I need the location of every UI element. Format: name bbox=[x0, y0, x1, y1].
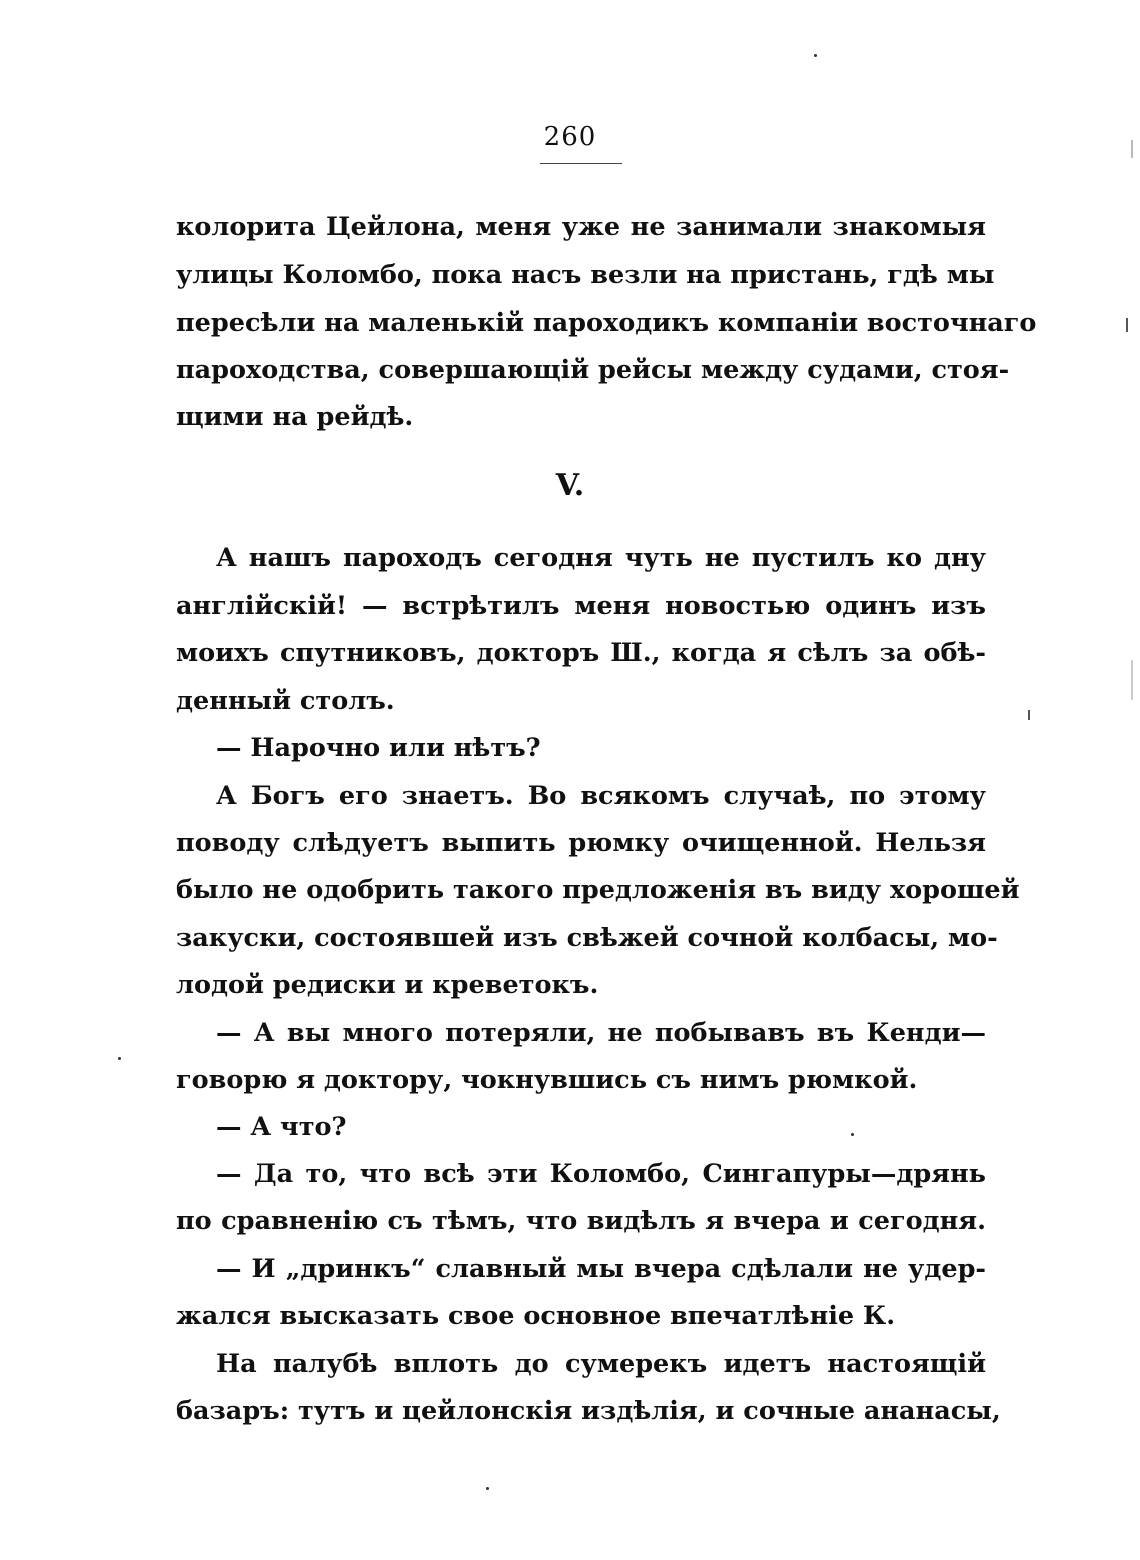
text-line: А нашъ пароходъ сегодня чуть не пустилъ ко дну bbox=[216, 543, 986, 573]
scan-speck bbox=[118, 1057, 121, 1060]
scan-speck bbox=[486, 1487, 489, 1490]
text-line: — И „дринкъ“ славный мы вчера сдѣлали не удер- bbox=[216, 1254, 986, 1284]
text-line: На палубѣ вплоть до сумерекъ идетъ настоящій bbox=[216, 1349, 986, 1379]
text-line: говорю я доктору, чокнувшись съ нимъ рюмкой. bbox=[176, 1065, 918, 1095]
text-line: моихъ спутниковъ, докторъ Ш., когда я сѣлъ за обѣ- bbox=[176, 638, 986, 668]
text-line: лодой редиски и креветокъ. bbox=[176, 970, 599, 1000]
text-line: пересѣли на маленькій пароходикъ компаніи восточнаго bbox=[176, 308, 1037, 338]
text-line: базаръ: тутъ и цейлонскія издѣлія, и сочные ананасы, bbox=[176, 1396, 1001, 1426]
text-line: жался высказать свое основное впечатлѣніе К. bbox=[176, 1301, 896, 1331]
text-line: закуски, состоявшей изъ свѣжей сочной колбасы, мо- bbox=[176, 923, 998, 953]
scan-mark bbox=[1131, 140, 1133, 158]
text-line: колорита Цейлона, меня уже не занимали знакомыя bbox=[176, 212, 986, 242]
page-number-rule bbox=[540, 163, 622, 164]
scan-mark bbox=[1126, 318, 1128, 332]
page-number: 260 bbox=[543, 122, 597, 152]
text-line: — А что? bbox=[216, 1112, 347, 1142]
scan-speck bbox=[814, 54, 817, 57]
text-line: А Богъ его знаетъ. Во всякомъ случаѣ, по этому bbox=[216, 781, 986, 811]
text-line: щими на рейдѣ. bbox=[176, 402, 414, 432]
text-line: — Да то, что всѣ эти Коломбо, Сингапуры—дрянь bbox=[216, 1159, 986, 1189]
scan-mark bbox=[1028, 710, 1030, 720]
text-line: улицы Коломбо, пока насъ везли на пристань, гдѣ мы bbox=[176, 260, 995, 290]
scan-mark bbox=[1131, 660, 1133, 700]
section-heading: V. bbox=[555, 468, 585, 503]
text-line: по сравненію съ тѣмъ, что видѣлъ я вчера и сегодня. bbox=[176, 1206, 986, 1236]
text-line: — А вы много потеряли, не побывавъ въ Кенди— bbox=[216, 1018, 986, 1048]
text-line: денный столъ. bbox=[176, 686, 395, 716]
scan-speck bbox=[851, 1133, 854, 1136]
text-line: было не одобрить такого предложенія въ виду хорошей bbox=[176, 875, 1020, 905]
text-line: — Нарочно или нѣтъ? bbox=[216, 733, 541, 763]
text-line: поводу слѣдуетъ выпить рюмку очищенной. Нельзя bbox=[176, 828, 986, 858]
text-line: англійскій! — встрѣтилъ меня новостью одинъ изъ bbox=[176, 591, 986, 621]
text-line: пароходства, совершающій рейсы между судами, стоя- bbox=[176, 355, 1010, 385]
